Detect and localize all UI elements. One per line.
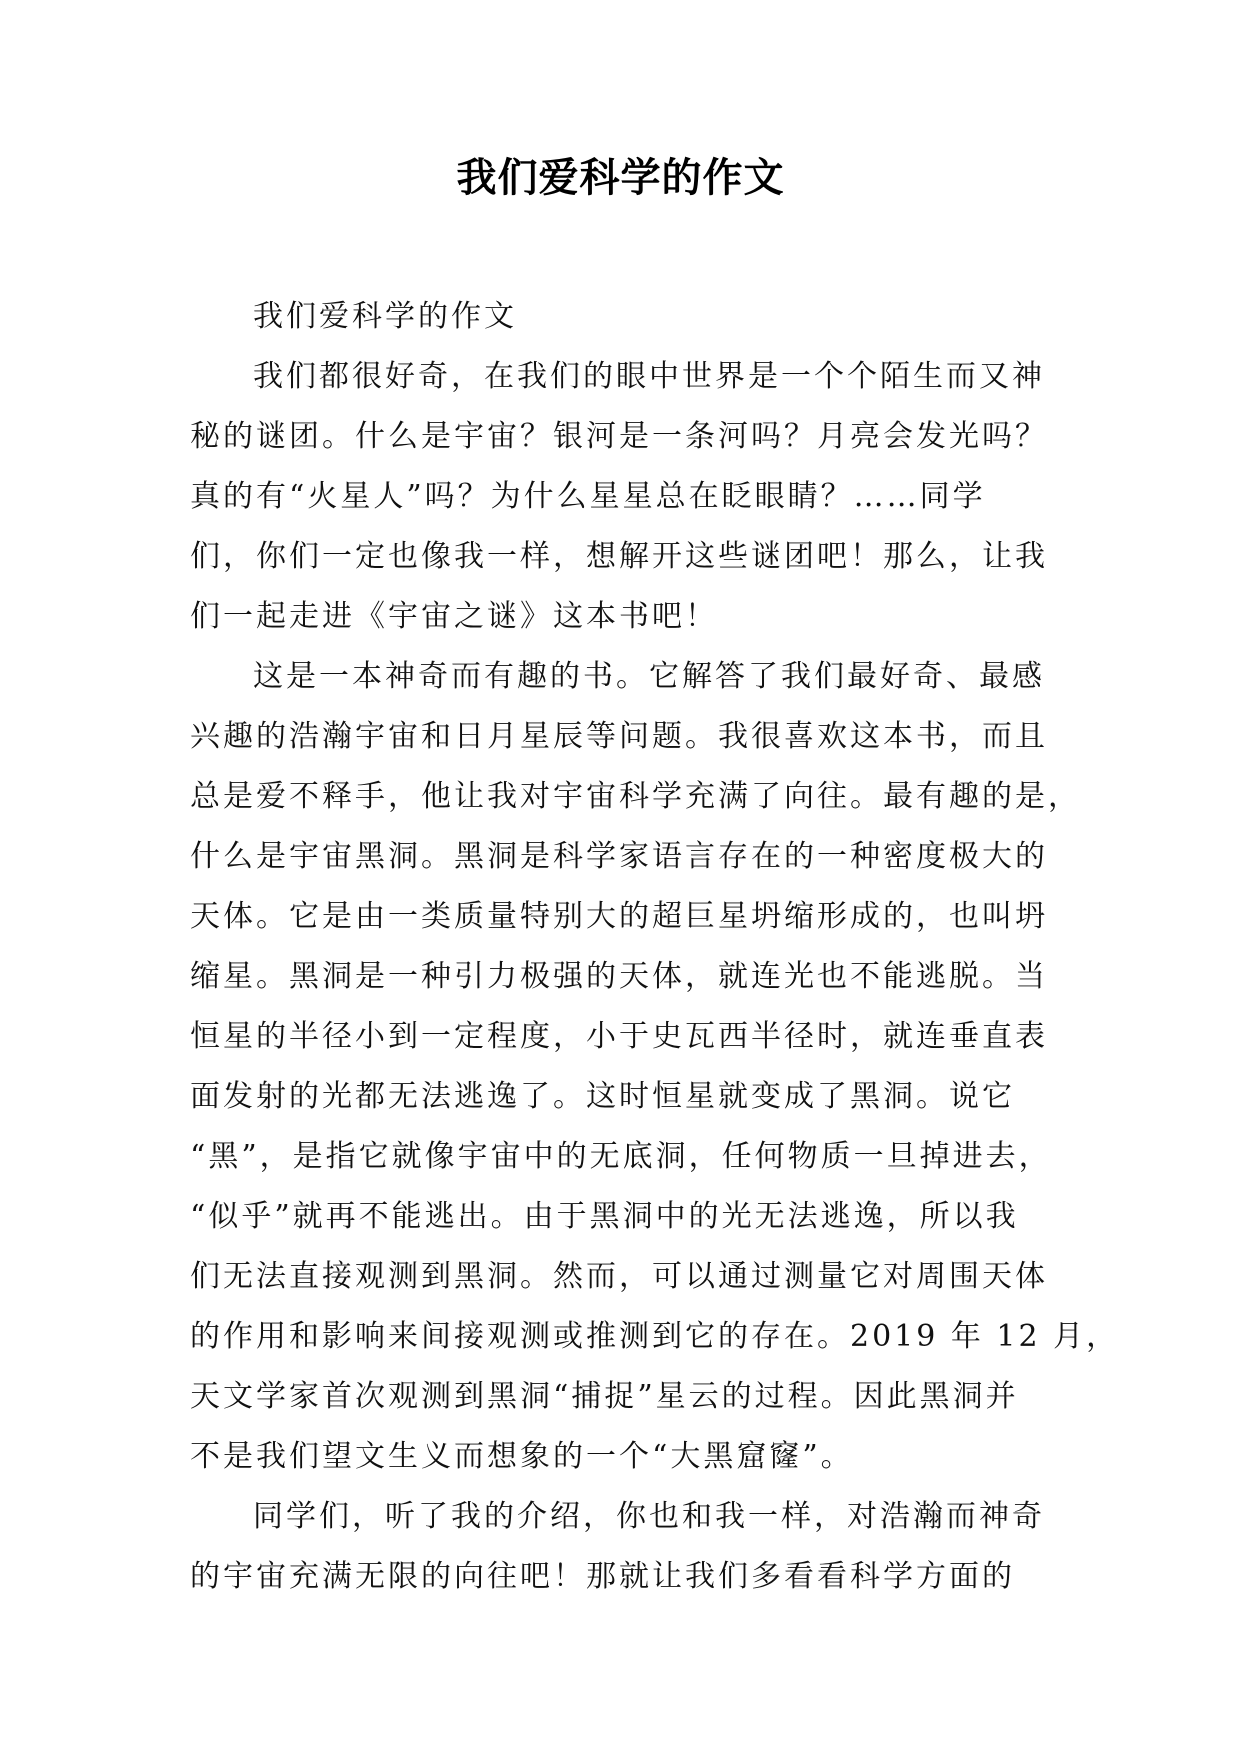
paragraph-first-line: 同学们，听了我的介绍，你也和我一样，对浩瀚而神奇	[253, 1499, 1045, 1534]
paragraph-line: 们，你们一定也像我一样，想解开这些谜团吧！那么，让我	[190, 539, 1048, 574]
paragraph-line: 兴趣的浩瀚宇宙和日月星辰等问题。我很喜欢这本书，而且	[190, 719, 1048, 754]
paragraph-line: 面发射的光都无法逃逸了。这时恒星就变成了黑洞。说它	[190, 1079, 1015, 1114]
paragraph-line: 的宇宙充满无限的向往吧！那就让我们多看看科学方面的	[190, 1559, 1015, 1594]
paragraph-line: 秘的谜团。什么是宇宙？银河是一条河吗？月亮会发光吗？	[190, 419, 1048, 454]
paragraph-line: 天体。它是由一类质量特别大的超巨星坍缩形成的，也叫坍	[190, 899, 1048, 934]
paragraph-line: 总是爱不释手，他让我对宇宙科学充满了向往。最有趣的是，	[190, 779, 1081, 814]
paragraph-first-line: 我们都很好奇，在我们的眼中世界是一个个陌生而又神	[253, 359, 1045, 394]
paragraph-first-line: 我们爱科学的作文	[253, 299, 517, 334]
paragraph-line: “似乎”就再不能逃出。由于黑洞中的光无法逃逸，所以我	[190, 1199, 1019, 1234]
paragraph-line: 真的有“火星人”吗？为什么星星总在眨眼睛？……同学	[190, 479, 986, 514]
paragraph-line: 恒星的半径小到一定程度，小于史瓦西半径时，就连垂直表	[190, 1019, 1048, 1054]
paragraph-line: 们一起走进《宇宙之谜》这本书吧！	[190, 599, 718, 634]
paragraph-first-line: 这是一本神奇而有趣的书。它解答了我们最好奇、最感	[253, 659, 1045, 694]
paragraph-line: 什么是宇宙黑洞。黑洞是科学家语言存在的一种密度极大的	[190, 839, 1048, 874]
paragraph-line: 天文学家首次观测到黑洞“捕捉”星云的过程。因此黑洞并	[190, 1379, 1019, 1414]
paragraph-line: 的作用和影响来间接观测或推测到它的存在。2019 年 12 月，	[190, 1319, 1120, 1354]
paragraph-line: 缩星。黑洞是一种引力极强的天体，就连光也不能逃脱。当	[190, 959, 1048, 994]
paragraph-line: 不是我们望文生义而想象的一个“大黑窟窿”。	[190, 1439, 854, 1474]
document-body	[190, 287, 1120, 1607]
paragraph-line: 们无法直接观测到黑洞。然而，可以通过测量它对周围天体	[190, 1259, 1048, 1294]
document-title: 我们爱科学的作文	[456, 155, 785, 201]
paragraph-line: “黑”，是指它就像宇宙中的无底洞，任何物质一旦掉进去，	[190, 1139, 1052, 1174]
